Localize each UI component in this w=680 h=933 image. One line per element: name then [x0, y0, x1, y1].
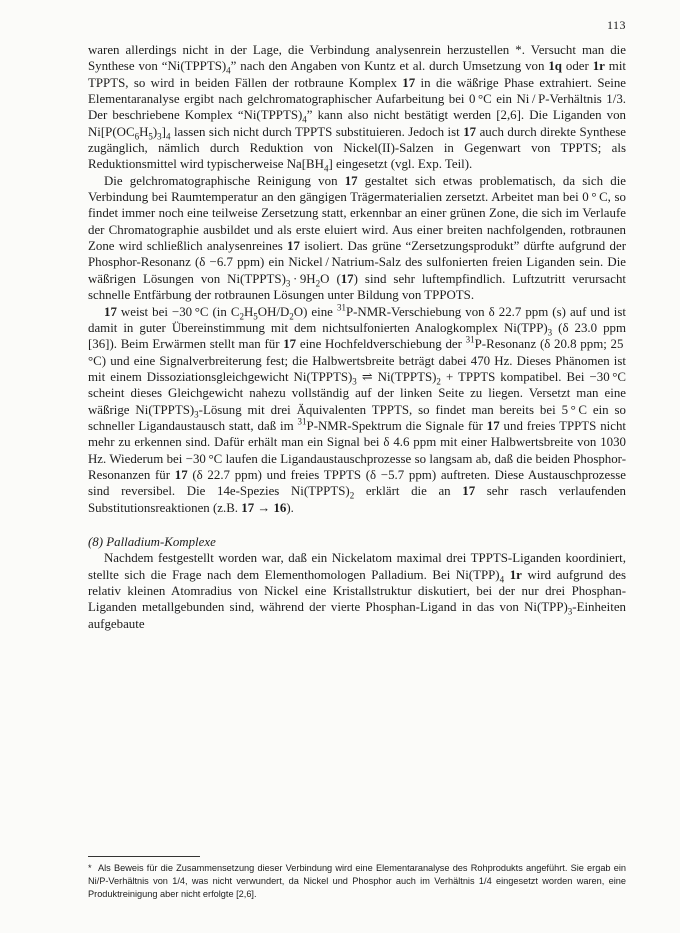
text-run: 3	[547, 327, 553, 338]
text-run: auch durch direkte Synthese zugänglich, nämlich durch Reduktion von Nickel(II)-Salzen in Gegenwart von TPPTS; als Reduktionsmittel wird typischerweise Na[BH	[88, 124, 626, 172]
text-run: 31	[336, 302, 346, 313]
text-run: ).	[286, 500, 294, 515]
text-run: ” kann also nicht bestätigt werden [2,6]. Die Liganden von Ni[P(OC	[88, 108, 626, 139]
text-run: 17	[104, 304, 117, 319]
text-run: 31	[297, 416, 307, 427]
text-run: (δ 22.7 ppm) und freies TPPTS (δ −5.7 ppm) auftreten. Diese Austauschprozesse sind reversibel. Die 14e-Spezies Ni(TPPTS)	[88, 467, 627, 499]
text-run: weist bei −30 °C (in C	[116, 304, 240, 319]
footnote	[88, 862, 626, 900]
paragraph-2	[88, 173, 626, 304]
text-run: H	[243, 304, 254, 319]
text-run: 1q	[548, 59, 562, 74]
text-run: 17	[402, 75, 416, 90]
paragraph-3	[88, 304, 626, 516]
text-run: eine Hochfeldverschiebung der	[296, 337, 466, 352]
text-run: O (	[320, 271, 341, 286]
text-run: O) eine	[293, 304, 337, 319]
text-run: lassen sich nicht durch TPPTS substituieren. Jedoch ist	[170, 124, 464, 139]
text-run: OH/D	[257, 304, 290, 319]
text-run: Die gelchromatographische Reinigung von	[104, 173, 345, 188]
text-run: isoliert. Das grüne “Zersetzungsprodukt” dürfte aufgrund der Phosphor-Resonanz (δ −6.7 ppm) ein Nickel / Natrium-Salz des sulfonierten freien Liganden sein. Die wäßrigen Lösungen von Ni(TPPTS)	[88, 239, 626, 286]
text-run: Nachdem festgestellt worden war, daß ein Nickelatom maximal drei TPPTS-Liganden koordiniert, stellte sich die Frage nach dem Elementhomologen Palladium. Bei Ni(TPP)	[88, 551, 626, 582]
text-run: 2	[289, 311, 294, 322]
text-run: 1r	[592, 59, 605, 74]
text-run: · 9H	[290, 271, 316, 286]
footnote-text: Als Beweis für die Zusammensetzung dieser Verbindung wird eine Elementaranalyse des Rohprodukts angeführt. Sie ergab ein Ni/P-Verhältnis von 1/4, was nicht verwundert, da Nickel und Phosphor auch im Verhältnis 1/4 eingesetzt worden waren, eine Produktreinigung aber nicht erfolgte [2,6].	[88, 863, 626, 899]
text-run: )	[152, 124, 158, 139]
text-run: 17	[344, 173, 358, 188]
text-run: P-NMR-Spektrum die Signale für	[306, 418, 487, 433]
text-run: 17 → 16	[241, 500, 287, 515]
paragraph-1	[88, 42, 626, 173]
text-run: P-NMR-Verschiebung von δ 22.7 ppm (s) auf und ist damit in guter Übereinstimmung mit dem nichtsulfonierten Analogkomplex Ni(TPP)	[88, 304, 626, 335]
text-run: 6	[134, 131, 140, 142]
text-run: ] eingesetzt (vgl. Exp. Teil).	[328, 157, 473, 172]
text-run: 1r	[509, 567, 522, 582]
section-paragraph	[88, 550, 626, 632]
text-run: P-Resonanz (δ 20.8 ppm; 25 °C) und eine Signalverbreiterung fest; die Halbwertsbreite beträgt dabei 470 Hz. Dieses Phänomen ist mit einem Dissoziationsgleichgewicht Ni(TPPTS)	[88, 337, 626, 384]
text-run: waren allerdings nicht in der Lage, die Verbindung analysenrein herzustellen *. Versucht man die Synthese von “Ni(TPPTS)	[88, 43, 626, 74]
footnote-marker: *	[88, 863, 92, 873]
text-run: ⇌ Ni(TPPTS)	[356, 369, 437, 384]
text-run: -Einheiten aufgebaute	[88, 600, 626, 631]
text-run: 3	[157, 131, 162, 142]
text-run: 2	[239, 311, 244, 322]
text-run: + TPPTS kompatibel. Bei −30 °C scheint dieses Gleichgewicht nahezu vollständig auf der linken Seite zu liegen. Versetzt man eine wäßrige Ni(TPPTS)	[88, 369, 626, 417]
text-run: 4	[499, 574, 505, 585]
text-run: 4	[226, 65, 231, 76]
text-run: 2	[349, 490, 355, 501]
text-run: 4	[323, 163, 329, 174]
text-run: ” nach den Angaben von Kuntz et al. durch Umsetzung von	[230, 59, 549, 74]
text-run: 17	[463, 124, 477, 139]
text-run: H	[139, 124, 149, 139]
footnote-rule	[88, 856, 200, 857]
text-run: 17	[340, 271, 354, 286]
text-run: (δ 23.0 ppm [36]). Beim Erwärmen stellt man für	[88, 320, 626, 352]
text-run: ]	[161, 124, 166, 139]
text-run: 3	[194, 409, 199, 420]
text-run: ) sind sehr luftempfindlich. Luftzutritt verursacht schnelle Entfärbung der rotbraunen Lösungen unter Bildung von TPPOTS.	[88, 271, 626, 303]
text-run: 17	[462, 484, 476, 499]
text-run: wird aufgrund des relativ kleinen Atomradius von Nickel eine Kristallstruktur diskutiert, bei der nur drei Phosphan-Liganden metallgebunden sind, während der vierte Phosphan-Ligand in das von Ni(TPP)	[88, 567, 627, 615]
text-run: 5	[253, 311, 258, 322]
text-run: 17	[486, 418, 500, 433]
text-run: 4	[165, 131, 171, 142]
text-run: gestaltet sich etwas problematisch, da sich die Verbindung bei Raumtemperatur an den gängigen Trägermaterialien zersetzt. Arbeitet man bei 0 ° C, so findet immer noch eine teilweise Zersetzung statt, erkennbar an einer grünen Zone, die sich im Verlaufe der Chromatographie ausbildet und als erste eluiert wird. Aus einer breiten nachfolgenden, rotbraunen Zone wird schließlich analysenreines	[88, 173, 626, 254]
text-run: in die wäßrige Phase extrahiert. Seine Elementaranalyse ergibt nach gelchromatographischer Aufarbeitung bei 0 °C ein Ni / P-Verhältnis 1/3. Der beschriebene Komplex “Ni(TPPTS)	[88, 75, 626, 123]
text-run: und freies TPPTS nicht mehr zu erkennen sind. Dafür erhält man ein Signal bei δ 4.6 ppm mit einer Halbwertsbreite von 1030 Hz. Wiederum bei −30 °C laufen die Ligandaustauschprozesse so langsam ab, daß die beiden Phosphor-Resonanzen für	[88, 418, 626, 482]
text-run: 3	[567, 606, 573, 617]
text-run: erklärt die an	[354, 484, 463, 499]
text-run: 3	[285, 278, 291, 289]
text-run: mit TPPTS, so wird in beiden Fällen der rotbraune Komplex	[88, 59, 626, 90]
text-run: 4	[302, 114, 307, 125]
body-text	[88, 42, 626, 632]
text-run: oder	[561, 59, 593, 74]
text-run: 17	[174, 467, 188, 482]
text-run: 17	[283, 337, 297, 352]
text-run: 17	[287, 239, 300, 254]
text-run: 2	[436, 376, 441, 387]
section-heading: (8) Palladium-Komplexe	[88, 534, 216, 549]
text-run: 3	[352, 376, 357, 387]
text-run: 2	[315, 278, 321, 289]
text-run: -Lösung mit drei Äquivalenten TPPTS, so findet man bereits bei 5 ° C ein so schneller Ligandaustausch statt, daß im	[88, 402, 626, 433]
text-run: 31	[465, 334, 475, 345]
page-number: 113	[606, 18, 626, 32]
text-run: 5	[148, 131, 153, 142]
text-run: sehr rasch verlaufenden Substitutionsreaktionen (z.B.	[88, 484, 626, 515]
